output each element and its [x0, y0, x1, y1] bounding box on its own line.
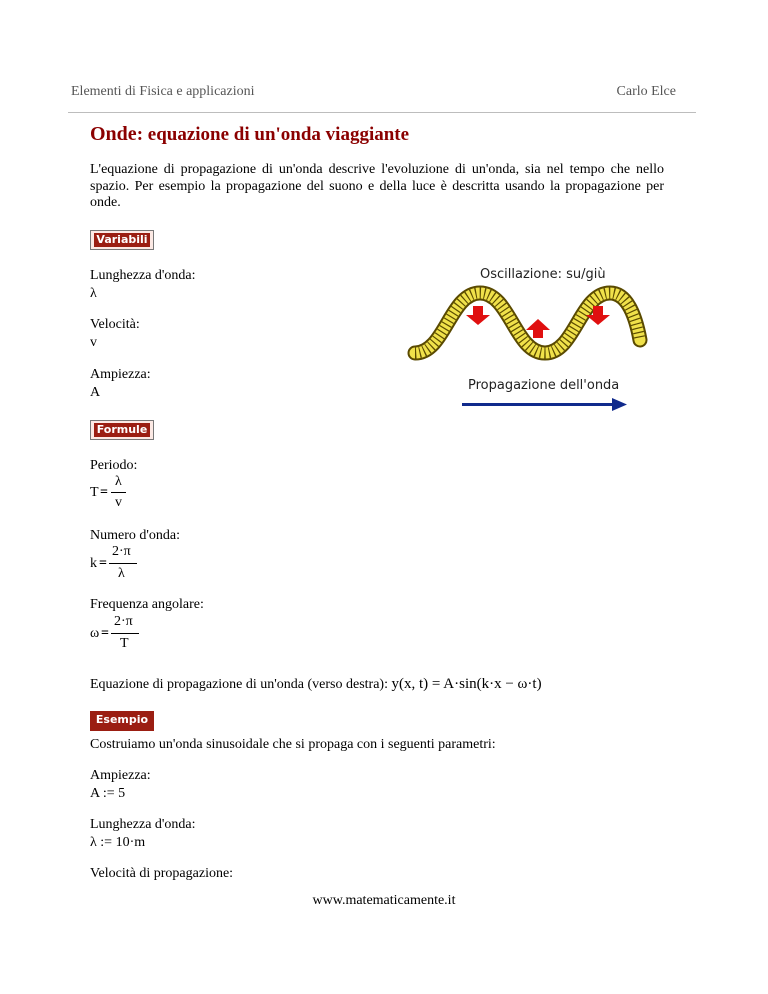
- footer-url: www.matematicamente.it: [312, 893, 456, 908]
- example-param-expr: A := 5: [90, 786, 126, 801]
- page-title: Onde: equazione di un'onda viaggiante: [90, 123, 410, 145]
- example-param-expr: λ := 10·m: [90, 835, 146, 850]
- figure-bottom-label: Propagazione dell'onda: [468, 378, 620, 393]
- formula-frequenza-angolare: ω = 2·π T: [90, 614, 150, 654]
- section-tag-variabili: Variabili: [90, 230, 154, 250]
- header-left: Elementi di Fisica e applicazioni: [71, 84, 255, 99]
- variable-label: Lunghezza d'onda:: [90, 268, 196, 283]
- wave-illustration: [400, 258, 650, 418]
- formula-label-periodo: Periodo:: [90, 458, 138, 473]
- section-tag-formule: Formule: [90, 420, 154, 440]
- up-arrow-icon: [526, 319, 550, 338]
- formula-numero-onda: k = 2·π λ: [90, 544, 150, 584]
- example-param-label: Lunghezza d'onda:: [90, 817, 196, 832]
- formula-propagazione: y(x, t) = A·sin(k·x − ω·t): [391, 676, 542, 692]
- variable-symbol: v: [90, 335, 97, 350]
- example-param-label: Ampiezza:: [90, 768, 151, 783]
- formula-periodo: T = λ v: [90, 474, 150, 514]
- right-arrow-icon: [462, 398, 627, 411]
- intro-paragraph: L'equazione di propagazione di un'onda descrive l'evoluzione di un'onda, sia nel tempo che nello spazio. Per esempio la propagazione del suono e della luce è descritta usando la propagazione per onde.: [90, 162, 664, 210]
- variable-label: Velocità:: [90, 317, 140, 332]
- variable-label: Ampiezza:: [90, 367, 151, 382]
- formula-label-numero-onda: Numero d'onda:: [90, 528, 181, 543]
- figure-top-label: Oscillazione: su/giù: [480, 267, 606, 282]
- example-last-label: Velocità di propagazione:: [90, 866, 234, 881]
- variable-symbol: λ: [90, 286, 97, 301]
- header-right: Carlo Elce: [616, 84, 676, 99]
- wave-rope: [415, 293, 640, 353]
- formula-label-propagazione: Equazione di propagazione di un'onda (verso destra): y(x, t) = A·sin(k·x − ω·t): [90, 676, 542, 692]
- formula-label-frequenza-angolare: Frequenza angolare:: [90, 597, 204, 612]
- section-tag-esempio: Esempio: [90, 711, 154, 731]
- down-arrow-icon: [466, 306, 490, 325]
- header-divider: [68, 112, 696, 113]
- variable-symbol: A: [90, 385, 101, 400]
- example-intro: Costruiamo un'onda sinusoidale che si propaga con i seguenti parametri:: [90, 737, 496, 752]
